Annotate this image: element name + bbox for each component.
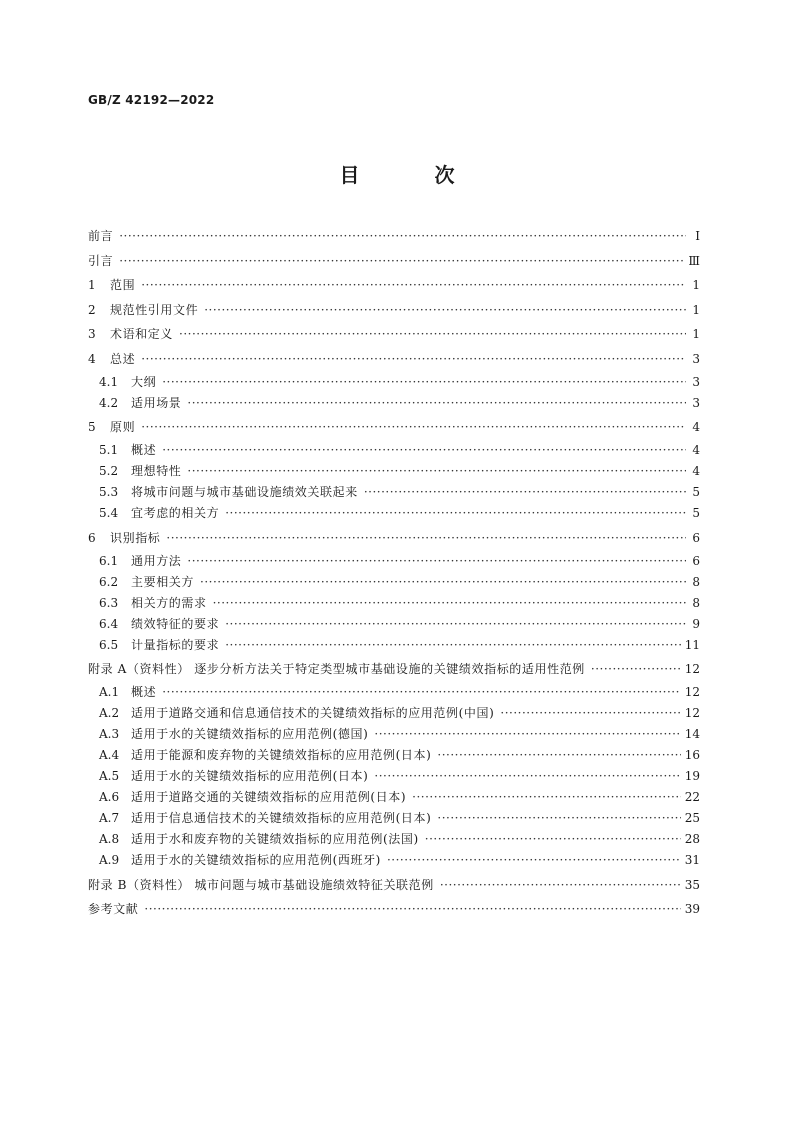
toc-entry-title: 总述 [110, 351, 136, 366]
toc-entry-title: 适用于水和废弃物的关键绩效指标的应用范例(法国) [131, 832, 419, 846]
toc-entry-title: 适用于水的关键绩效指标的应用范例(日本) [131, 769, 369, 783]
toc-entry-number: A.1 [99, 685, 120, 699]
toc-entry-title: 计量指标的要求 [131, 637, 220, 652]
toc-entry-title: 适用于道路交通和信息通信技术的关键绩效指标的应用范例(中国) [131, 706, 495, 720]
toc-entry-number: 6.1 [99, 553, 119, 568]
toc-entry-number: 5 [88, 420, 96, 434]
toc-entry-number: A.6 [99, 790, 120, 804]
toc-entry-number: 5.4 [99, 506, 119, 520]
toc-entry-number: A.8 [99, 832, 120, 846]
toc-entry-page: 1 [692, 278, 700, 292]
toc-entry-number: 4.1 [99, 374, 119, 389]
toc-entry-page: 6 [692, 553, 700, 568]
toc-dot-leader [500, 705, 680, 721]
toc-entry-title: 相关方的需求 [131, 595, 207, 610]
toc-entry-number: A.7 [99, 811, 120, 825]
toc-entry-page: 11 [684, 637, 700, 652]
toc-entry-number: 6.2 [99, 574, 119, 589]
toc-entry-title: 前言 [88, 229, 114, 243]
toc-dot-leader [440, 877, 681, 893]
toc-entry[interactable] [88, 877, 700, 893]
toc-entry-page: 5 [692, 506, 700, 520]
toc-entry-number: 6 [88, 530, 96, 545]
toc-entry-page: 9 [692, 616, 700, 631]
toc-entry[interactable] [88, 661, 700, 677]
toc-dot-leader [179, 326, 686, 342]
toc-entry-number: 6.3 [99, 595, 119, 610]
toc-entry[interactable] [99, 463, 700, 479]
toc-entry[interactable] [88, 302, 700, 318]
toc-entry[interactable] [88, 253, 700, 269]
toc-entry-title: 主要相关方 [131, 574, 195, 589]
toc-dot-leader [141, 419, 686, 435]
toc-entry[interactable] [99, 574, 700, 590]
toc-entry[interactable] [99, 852, 700, 868]
toc-entry-title: 适用于水的关键绩效指标的应用范例(德国) [131, 727, 369, 741]
toc-entry-number: A.2 [99, 706, 120, 720]
toc-dot-leader [141, 351, 686, 367]
toc-dot-leader [374, 726, 680, 742]
toc-entry-number: 4.2 [99, 395, 119, 410]
toc-entry-title: 概述 [131, 685, 157, 699]
toc-dot-leader [204, 302, 686, 318]
toc-entry[interactable] [99, 768, 700, 784]
toc-entry[interactable] [99, 395, 700, 411]
toc-entry-page: 8 [692, 595, 700, 610]
toc-entry[interactable] [99, 705, 700, 721]
toc-entry[interactable] [99, 789, 700, 805]
toc-dot-leader [387, 852, 681, 868]
toc-dot-leader [374, 768, 680, 784]
toc-entry-title: 适用于信息通信技术的关键绩效指标的应用范例(日本) [131, 811, 432, 825]
toc-entry-number: 6.5 [99, 637, 119, 652]
toc-entry-page: 8 [692, 574, 700, 589]
toc-entry-page: 5 [692, 485, 700, 499]
toc-entry-title: 理想特性 [131, 464, 182, 478]
toc-entry[interactable] [99, 484, 700, 500]
toc-entry-title: 原则 [110, 420, 136, 434]
toc-entry[interactable] [88, 326, 700, 342]
toc-entry-title: 术语和定义 [110, 327, 174, 341]
toc-entry-title: 引言 [88, 253, 114, 268]
standard-code: GB/Z 42192—2022 [88, 93, 215, 107]
toc-dot-leader [364, 484, 686, 500]
toc-entry[interactable] [99, 831, 700, 847]
toc-entry[interactable] [99, 553, 700, 569]
toc-entry[interactable] [99, 505, 700, 521]
toc-entry-title: 规范性引用文件 [110, 302, 199, 317]
toc-entry[interactable] [88, 419, 700, 435]
toc-entry-title: 适用于道路交通的关键绩效指标的应用范例(日本) [131, 790, 407, 804]
toc-entry-page: 25 [684, 811, 700, 825]
toc-entry-title: 将城市问题与城市基础设施绩效关联起来 [131, 485, 358, 499]
toc-dot-leader [591, 661, 681, 677]
toc-dot-leader [144, 901, 680, 917]
toc-dot-leader [187, 395, 686, 411]
toc-entry[interactable] [99, 747, 700, 763]
toc-entry[interactable] [99, 595, 700, 611]
toc-entry-page: 31 [684, 853, 700, 867]
toc-entry-title: 绩效特征的要求 [131, 616, 220, 631]
toc-entry-number: 1 [88, 278, 96, 292]
toc-dot-leader [162, 374, 686, 390]
toc-entry-number: 5.2 [99, 464, 119, 478]
toc-entry-page: 1 [692, 302, 700, 317]
toc-entry[interactable] [88, 228, 700, 244]
toc-entry-title: 概述 [131, 443, 157, 457]
toc-entry-page: 28 [684, 832, 700, 846]
toc-entry[interactable] [88, 530, 700, 546]
toc-entry-title: 大纲 [131, 374, 157, 389]
toc-entry[interactable] [88, 901, 700, 917]
toc-entry-title: 适用于水的关键绩效指标的应用范例(西班牙) [131, 853, 381, 867]
toc-entry-page: 12 [684, 706, 700, 720]
toc-entry-page: 4 [692, 443, 700, 457]
toc-dot-leader [425, 831, 681, 847]
toc-entry-number: A.3 [99, 727, 120, 741]
toc-entry-page: Ⅲ [688, 253, 700, 268]
toc-entry-number: A.9 [99, 853, 120, 867]
toc-entry-number: 4 [88, 351, 96, 366]
toc-entry-page: 4 [692, 420, 700, 434]
page-title: 目 次 [339, 163, 489, 187]
toc-entry-title: 识别指标 [110, 530, 161, 545]
toc-dot-leader [213, 595, 686, 611]
toc-entry-title: 范围 [110, 278, 136, 292]
toc-entry-page: 35 [684, 877, 700, 892]
toc-dot-leader [437, 810, 680, 826]
toc-entry[interactable] [99, 684, 700, 700]
toc-entry-page: 4 [692, 464, 700, 478]
toc-entry[interactable] [99, 616, 700, 632]
toc-entry[interactable] [88, 351, 700, 367]
toc-entry-title: 附录 A（资料性） 逐步分析方法关于特定类型城市基础设施的关键绩效指标的适用性范例 [88, 662, 585, 676]
toc-dot-leader [187, 553, 686, 569]
toc-entry-title: 通用方法 [131, 553, 182, 568]
toc-entry-page: 12 [684, 685, 700, 699]
toc-entry-page: 39 [684, 902, 700, 916]
toc-entry-title: 适用场景 [131, 395, 182, 410]
toc-entry-number: 2 [88, 302, 96, 317]
toc-entry[interactable] [99, 374, 700, 390]
toc-dot-leader [119, 253, 684, 269]
toc-entry[interactable] [99, 442, 700, 458]
toc-dot-leader [141, 277, 686, 293]
toc-entry-page: 12 [684, 662, 700, 676]
toc-dot-leader [437, 747, 680, 763]
toc-dot-leader [225, 637, 681, 653]
toc-entry-number: 5.1 [99, 443, 119, 457]
toc-entry-page: 3 [692, 374, 700, 389]
toc-dot-leader [187, 463, 686, 479]
toc-dot-leader [200, 574, 686, 590]
toc-entry-title: 附录 B（资料性） 城市问题与城市基础设施绩效特征关联范例 [88, 877, 434, 892]
toc-entry-number: 3 [88, 327, 96, 341]
toc-entry-page: 1 [692, 327, 700, 341]
toc-dot-leader [225, 616, 686, 632]
toc-entry-page: Ⅰ [695, 229, 700, 243]
toc-entry-page: 22 [684, 790, 700, 804]
toc-dot-leader [166, 530, 686, 546]
toc-entry-page: 19 [684, 769, 700, 783]
toc-entry-number: A.4 [99, 748, 120, 762]
toc-entry-number: A.5 [99, 769, 120, 783]
toc-entry-page: 3 [692, 395, 700, 410]
toc-entry[interactable] [99, 637, 700, 653]
toc-dot-leader [225, 505, 686, 521]
toc-entry-title: 宜考虑的相关方 [131, 506, 220, 520]
toc-entry-number: 5.3 [99, 485, 119, 499]
toc-entry[interactable] [88, 277, 700, 293]
toc-entry-page: 16 [684, 748, 700, 762]
toc-entry-number: 6.4 [99, 616, 119, 631]
toc-dot-leader [119, 228, 686, 244]
toc-dot-leader [162, 442, 686, 458]
toc-dot-leader [162, 684, 681, 700]
toc-entry-title: 适用于能源和废弃物的关键绩效指标的应用范例(日本) [131, 748, 432, 762]
toc-entry[interactable] [99, 810, 700, 826]
toc-entry-page: 3 [692, 351, 700, 366]
toc-entry-title: 参考文献 [88, 902, 139, 916]
toc-entry-page: 14 [684, 727, 700, 741]
toc-dot-leader [412, 789, 681, 805]
toc-entry-page: 6 [692, 530, 700, 545]
toc-entry[interactable] [99, 726, 700, 742]
